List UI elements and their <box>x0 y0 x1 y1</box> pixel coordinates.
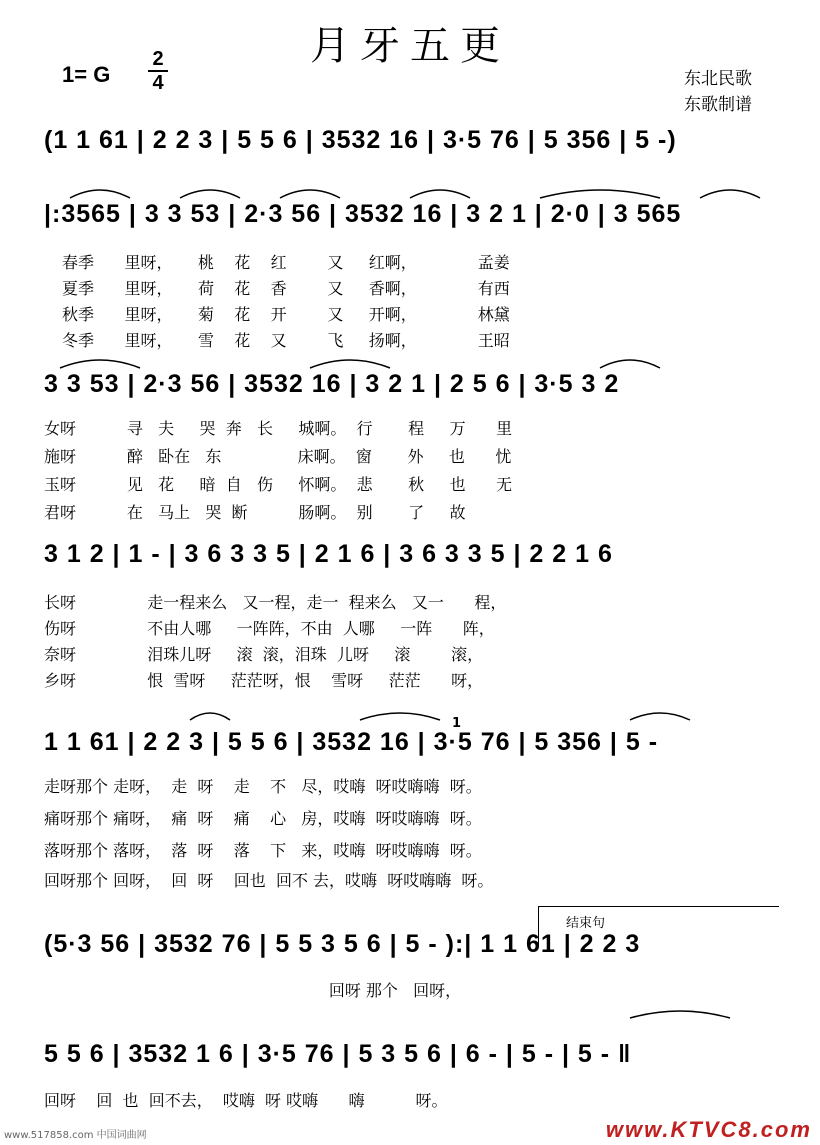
lyric-line: 冬季 里呀， 雪 花 又 飞 扬啊， 王昭 <box>62 331 510 350</box>
slur-arc <box>410 190 470 198</box>
slur-arc <box>70 190 130 198</box>
lyric-line: 痛呀那个 痛呀， 痛 呀 痛 心 房，哎嗨 呀哎嗨嗨 呀。 <box>44 809 482 828</box>
grace-note: 1 <box>452 716 462 731</box>
watermark: www.517858.com 中国词曲网 <box>4 1130 147 1141</box>
slur-arc <box>190 713 230 720</box>
lyric-line: 回呀那个 回呀， 回 呀 回也 回不 去，哎嗨 呀哎嗨嗨 呀。 <box>44 871 494 890</box>
notation-row: 1 1 61 | 2 2 3 | 5 5 6 | 3532 16 | 3·5 76 | 5 356 | 5 - <box>44 728 659 756</box>
lyric-line: 春季 里呀， 桃 花 红 又 红啊， 孟姜 <box>62 253 510 272</box>
lyric-line: 君呀 在 马上 哭 断 肠啊。 别 了 故 <box>44 503 466 522</box>
lyric-line: 伤呀 不由人哪 一阵阵，不由 人哪 一阵 阵， <box>44 619 495 638</box>
credit-notation: 东歌制谱 <box>684 95 752 115</box>
page-title: 月牙五更 <box>310 23 510 69</box>
credit-origin: 东北民歌 <box>684 69 752 89</box>
slur-arc <box>630 1011 730 1018</box>
lyric-line: 施呀 醉 卧在 东 床啊。 窗 外 也 忧 <box>44 447 512 466</box>
lyric-line: 回呀 回 也 回不去， 哎嗨 呀 哎嗨 嗨 呀。 <box>44 1091 448 1110</box>
lyric-line: 乡呀 恨 雪呀 茫茫呀，恨 雪呀 茫茫 呀， <box>44 671 484 690</box>
slur-arc <box>600 360 660 368</box>
slur-arc <box>700 190 760 198</box>
ending-label: 结束句 <box>566 916 606 931</box>
slur-arc <box>280 190 340 198</box>
slur-arc <box>540 190 660 198</box>
slur-arc <box>360 713 440 720</box>
notation-row: 5 5 6 | 3532 1 6 | 3·5 76 | 5 3 5 6 | 6 - | 5 - | 5 - ‖ <box>44 1040 632 1068</box>
notation-row: 3 1 2 | 1 - | 3 6 3 3 5 | 2 1 6 | 3 6 3 3 5 | 2 2 1 6 <box>44 540 613 568</box>
notation-row: 3 3 53 | 2·3 56 | 3532 16 | 3 2 1 | 2 5 6 | 3·5 3 2 <box>44 370 620 398</box>
notation-row: (1 1 61 | 2 2 3 | 5 5 6 | 3532 16 | 3·5 76 | 5 356 | 5 -) <box>44 126 677 154</box>
site-logo: www.KTVC8.com <box>605 1117 812 1142</box>
slur-arc <box>60 360 140 368</box>
slur-arc <box>310 360 390 368</box>
lyric-line: 夏季 里呀， 荷 花 香 又 香啊， 有西 <box>62 279 510 298</box>
slur-arc <box>630 713 690 720</box>
lyric-line: 回呀 那个 回呀， <box>44 981 462 1000</box>
lyric-line: 长呀 走一程来么 又一程，走一 程来么 又一 程， <box>44 593 507 612</box>
lyric-line: 秋季 里呀， 菊 花 开 又 开啊， 林黛 <box>62 305 510 324</box>
lyric-line: 玉呀 见 花 暗 自 伤 怀啊。 悲 秋 也 无 <box>44 475 513 494</box>
lyric-line: 奈呀 泪珠儿呀 滚 滚，泪珠 儿呀 滚 滚， <box>44 645 484 664</box>
slur-arc <box>180 190 240 198</box>
lyric-line: 落呀那个 落呀， 落 呀 落 下 来，哎嗨 呀哎嗨嗨 呀。 <box>44 841 482 860</box>
notation-row: |:3565 | 3 3 53 | 2·3 56 | 3532 16 | 3 2 1 | 2·0 | 3 565 <box>44 200 682 228</box>
lyric-line: 走呀那个 走呀， 走 呀 走 不 尽，哎嗨 呀哎嗨嗨 呀。 <box>44 777 482 796</box>
lyric-line: 女呀 寻 夫 哭 奔 长 城啊。 行 程 万 里 <box>44 419 513 438</box>
notation-row: (5·3 56 | 3532 76 | 5 5 3 5 6 | 5 - ):| 1 1 61 | 2 2 3 <box>44 930 641 958</box>
key-signature: 1= G <box>62 62 111 87</box>
time-signature-top: 2 <box>152 48 164 70</box>
time-signature-bottom: 4 <box>152 72 164 94</box>
